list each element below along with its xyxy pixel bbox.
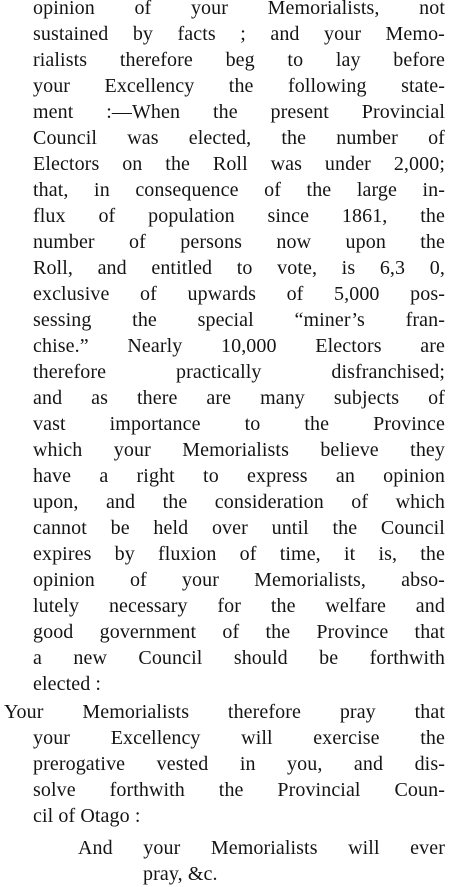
text-line: Council was elected, the number of	[33, 127, 445, 149]
text-line: cannot be held over until the Council	[33, 517, 445, 539]
text-line: which your Memorialists believe they	[33, 439, 445, 461]
text-line: And your Memorialists will ever	[78, 837, 445, 859]
text-line: Roll, and entitled to vote, is 6,3 0,	[33, 257, 445, 279]
text-line: have a right to express an opinion	[33, 465, 445, 487]
text-line: opinion of your Memorialists, not	[33, 0, 445, 19]
text-line: ment :—When the present Provincial	[33, 101, 445, 123]
text-line: therefore practically disfranchised;	[33, 361, 445, 383]
text-line: expires by fluxion of time, it is, the	[33, 543, 445, 565]
text-line: upon, and the consideration of which	[33, 491, 445, 513]
text-line: vast importance to the Province	[33, 413, 445, 435]
text-line: a new Council should be forthwith	[33, 647, 445, 669]
text-line: number of persons now upon the	[33, 231, 445, 253]
text-line: prerogative vested in you, and dis-	[33, 753, 445, 775]
text-line: good government of the Province that	[33, 621, 445, 643]
text-line: your Excellency will exercise the	[33, 727, 445, 749]
text-line: sessing the special “miner’s fran-	[33, 309, 445, 331]
text-line: lutely necessary for the welfare and	[33, 595, 445, 617]
text-line: Your Memorialists therefore pray that	[4, 701, 445, 723]
text-line: cil of Otago :	[33, 805, 141, 827]
text-line: rialists therefore beg to lay before	[33, 49, 445, 71]
text-line: elected :	[33, 673, 102, 695]
text-line: Electors on the Roll was under 2,000;	[33, 153, 445, 175]
text-line: sustained by facts ; and your Memo-	[33, 23, 445, 45]
text-line: opinion of your Memorialists, abso-	[33, 569, 445, 591]
text-line: flux of population since 1861, the	[33, 205, 445, 227]
text-line: that, in consequence of the large in-	[33, 179, 445, 201]
text-line: your Excellency the following state-	[33, 75, 445, 97]
text-line: and as there are many subjects of	[33, 387, 445, 409]
text-line: exclusive of upwards of 5,000 pos-	[33, 283, 445, 305]
text-line: chise.” Nearly 10,000 Electors are	[33, 335, 445, 357]
text-line: solve forthwith the Provincial Coun-	[33, 779, 445, 801]
text-line: pray, &c.	[143, 863, 218, 885]
